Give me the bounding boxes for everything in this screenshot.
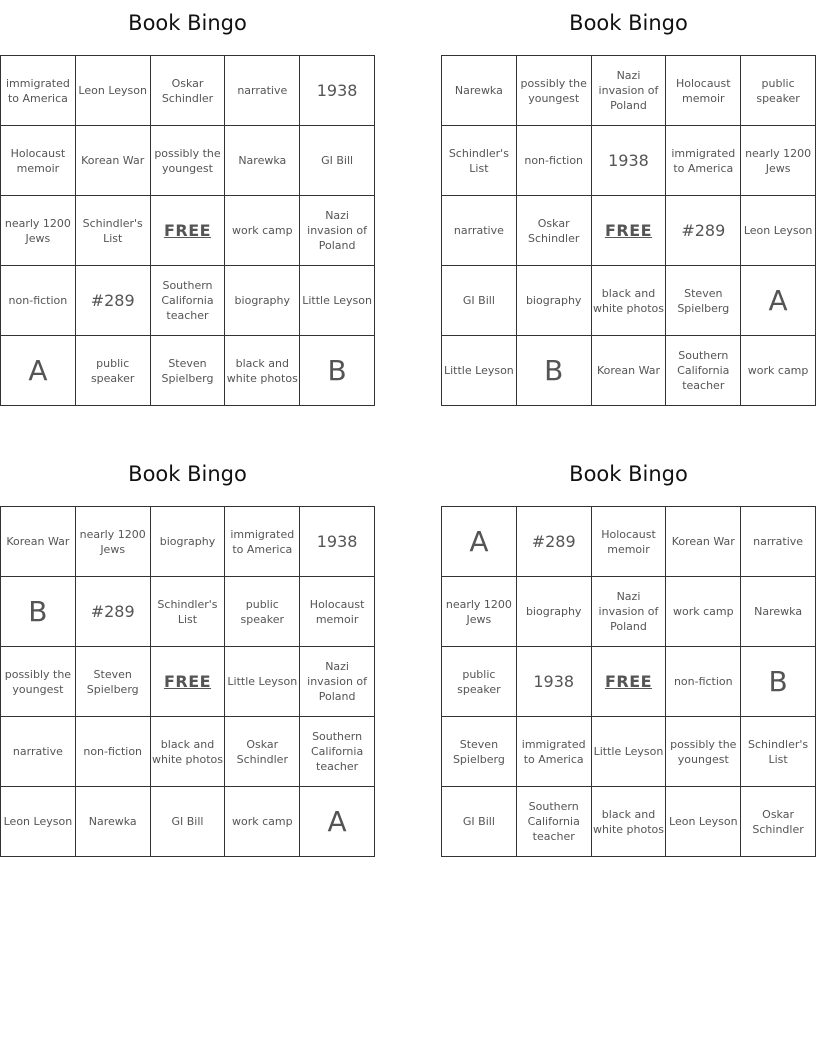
- bingo-cell: immigrated to America: [225, 507, 300, 577]
- free-space-cell: FREE: [151, 647, 226, 717]
- bingo-cell: Steven Spielberg: [442, 717, 517, 787]
- bingo-cell: Holocaust memoir: [592, 507, 667, 577]
- bingo-cell: Schindler's List: [76, 196, 151, 266]
- bingo-cell: non-fiction: [1, 266, 76, 336]
- bingo-cell: nearly 1200 Jews: [442, 577, 517, 647]
- bingo-cell: Little Leyson: [225, 647, 300, 717]
- bingo-cell: Southern California teacher: [300, 717, 375, 787]
- bingo-cell: Narewka: [442, 56, 517, 126]
- bingo-cell: B: [300, 336, 375, 406]
- bingo-cell: A: [300, 787, 375, 857]
- bingo-cell: #289: [76, 266, 151, 336]
- bingo-cell: Nazi invasion of Poland: [300, 647, 375, 717]
- bingo-cell: nearly 1200 Jews: [76, 507, 151, 577]
- bingo-cell: Korean War: [666, 507, 741, 577]
- bingo-cell: black and white photos: [225, 336, 300, 406]
- bingo-cell: GI Bill: [151, 787, 226, 857]
- bingo-cell: GI Bill: [300, 126, 375, 196]
- bingo-cell: Nazi invasion of Poland: [592, 56, 667, 126]
- bingo-cell: Schindler's List: [741, 717, 816, 787]
- bingo-cell: nearly 1200 Jews: [741, 126, 816, 196]
- bingo-grid: [441, 506, 816, 857]
- bingo-cell: Leon Leyson: [666, 787, 741, 857]
- bingo-cell: work camp: [741, 336, 816, 406]
- bingo-cell: Oskar Schindler: [741, 787, 816, 857]
- bingo-cell: black and white photos: [151, 717, 226, 787]
- bingo-cell: work camp: [666, 577, 741, 647]
- card-title: Book Bingo: [569, 11, 688, 35]
- bingo-cell: immigrated to America: [666, 126, 741, 196]
- bingo-cell: biography: [225, 266, 300, 336]
- bingo-cell: Southern California teacher: [517, 787, 592, 857]
- bingo-cell: 1938: [592, 126, 667, 196]
- bingo-cell: Korean War: [592, 336, 667, 406]
- free-space-cell: FREE: [592, 196, 667, 266]
- free-space-cell: FREE: [151, 196, 226, 266]
- bingo-cell: narrative: [741, 507, 816, 577]
- bingo-cell: Oskar Schindler: [151, 56, 226, 126]
- bingo-cell: immigrated to America: [1, 56, 76, 126]
- bingo-cell: Oskar Schindler: [517, 196, 592, 266]
- bingo-cell: Korean War: [76, 126, 151, 196]
- bingo-cell: work camp: [225, 787, 300, 857]
- card-title: Book Bingo: [569, 462, 688, 486]
- bingo-cell: Schindler's List: [151, 577, 226, 647]
- free-space-cell: FREE: [592, 647, 667, 717]
- bingo-cell: A: [741, 266, 816, 336]
- bingo-cell: A: [1, 336, 76, 406]
- bingo-cell: GI Bill: [442, 266, 517, 336]
- bingo-cell: possibly the youngest: [151, 126, 226, 196]
- bingo-cell: non-fiction: [76, 717, 151, 787]
- bingo-cell: Southern California teacher: [666, 336, 741, 406]
- card-title: Book Bingo: [128, 11, 247, 35]
- bingo-cell: public speaker: [442, 647, 517, 717]
- bingo-cell: Holocaust memoir: [666, 56, 741, 126]
- bingo-cell: #289: [666, 196, 741, 266]
- bingo-cell: public speaker: [741, 56, 816, 126]
- bingo-cell: Southern California teacher: [151, 266, 226, 336]
- bingo-cell: Holocaust memoir: [1, 126, 76, 196]
- bingo-cell: Nazi invasion of Poland: [300, 196, 375, 266]
- bingo-cell: possibly the youngest: [517, 56, 592, 126]
- bingo-cell: Little Leyson: [300, 266, 375, 336]
- bingo-cell: public speaker: [225, 577, 300, 647]
- bingo-cell: immigrated to America: [517, 717, 592, 787]
- bingo-grid: [0, 506, 375, 857]
- bingo-cell: Narewka: [76, 787, 151, 857]
- bingo-cell: biography: [151, 507, 226, 577]
- bingo-cell: B: [741, 647, 816, 717]
- bingo-cell: #289: [517, 507, 592, 577]
- bingo-cell: Leon Leyson: [741, 196, 816, 266]
- bingo-cell: work camp: [225, 196, 300, 266]
- bingo-grid: [0, 55, 375, 406]
- bingo-cell: Korean War: [1, 507, 76, 577]
- bingo-cell: Little Leyson: [592, 717, 667, 787]
- bingo-cell: non-fiction: [517, 126, 592, 196]
- bingo-cell: Steven Spielberg: [151, 336, 226, 406]
- bingo-cell: narrative: [1, 717, 76, 787]
- bingo-cell: public speaker: [76, 336, 151, 406]
- bingo-cell: B: [517, 336, 592, 406]
- bingo-cell: Leon Leyson: [1, 787, 76, 857]
- bingo-cell: #289: [76, 577, 151, 647]
- bingo-cell: narrative: [225, 56, 300, 126]
- bingo-cell: Leon Leyson: [76, 56, 151, 126]
- bingo-cell: possibly the youngest: [666, 717, 741, 787]
- bingo-cell: Holocaust memoir: [300, 577, 375, 647]
- bingo-cell: Narewka: [225, 126, 300, 196]
- bingo-cell: biography: [517, 577, 592, 647]
- bingo-cell: black and white photos: [592, 787, 667, 857]
- bingo-cell: Schindler's List: [442, 126, 517, 196]
- bingo-cell: Oskar Schindler: [225, 717, 300, 787]
- bingo-cell: biography: [517, 266, 592, 336]
- bingo-cell: GI Bill: [442, 787, 517, 857]
- bingo-cell: Little Leyson: [442, 336, 517, 406]
- bingo-cell: Steven Spielberg: [666, 266, 741, 336]
- bingo-cell: Steven Spielberg: [76, 647, 151, 717]
- bingo-cell: non-fiction: [666, 647, 741, 717]
- bingo-cell: A: [442, 507, 517, 577]
- bingo-cell: 1938: [517, 647, 592, 717]
- card-title: Book Bingo: [128, 462, 247, 486]
- bingo-cell: narrative: [442, 196, 517, 266]
- bingo-cell: nearly 1200 Jews: [1, 196, 76, 266]
- bingo-cell: 1938: [300, 507, 375, 577]
- bingo-cell: black and white photos: [592, 266, 667, 336]
- bingo-cell: Nazi invasion of Poland: [592, 577, 667, 647]
- bingo-cell: possibly the youngest: [1, 647, 76, 717]
- bingo-grid: [441, 55, 816, 406]
- bingo-cell: 1938: [300, 56, 375, 126]
- bingo-cell: B: [1, 577, 76, 647]
- bingo-cell: Narewka: [741, 577, 816, 647]
